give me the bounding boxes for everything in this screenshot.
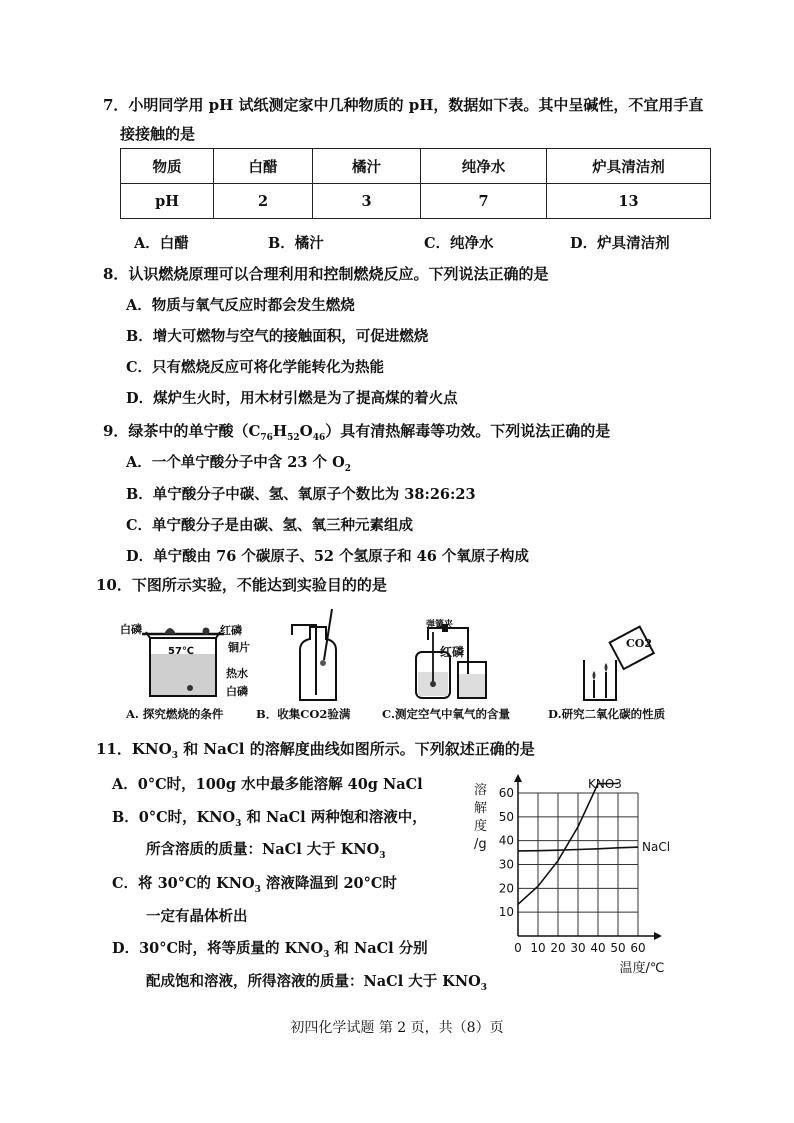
x-tick-label: 30 — [570, 941, 586, 955]
caption-c: C.测定空气中氧气的含量 — [382, 707, 510, 721]
y-axis-label-char: 度 — [474, 819, 488, 834]
x-tick-label: 0 — [514, 941, 522, 955]
label-reshui: 热水 — [226, 667, 248, 680]
q11-option-c-line2: 一定有晶体析出 — [146, 908, 248, 925]
y-axis-label-char: 溶 — [474, 783, 488, 798]
caption-d: D.研究二氧化碳的性质 — [548, 707, 666, 721]
q7-option-d: D．炉具清洁剂 — [570, 235, 670, 252]
table-cell: 3 — [313, 184, 421, 219]
y-axis-label-char: /g — [474, 837, 487, 852]
ph-table — [120, 148, 711, 219]
x-tick-label: 40 — [590, 941, 606, 955]
apparatus-b-gas-bottle — [286, 605, 346, 705]
q8-stem: 8．认识燃烧原理可以合理利用和控制燃烧反应。下列说法正确的是 — [103, 265, 549, 283]
q10-stem: 10．下图所示实验，不能达到实验目的的是 — [96, 576, 387, 594]
label-hongling2: 红磷 — [440, 645, 465, 659]
white-phosphorus-top — [164, 628, 176, 634]
q8-option-c: C．只有燃烧反应可将化学能转化为热能 — [126, 359, 385, 376]
y-tick-label: 60 — [498, 786, 514, 800]
table-cell: 白醋 — [214, 149, 313, 184]
caption-b: B．收集CO2验满 — [256, 707, 351, 721]
q9-option-c: C．单宁酸分子是由碳、氢、氧三种元素组成 — [126, 517, 414, 534]
beaker-candles — [584, 660, 616, 700]
table-cell: 纯净水 — [421, 149, 547, 184]
x-axis-arrow — [654, 932, 662, 940]
white-phosphorus-bottom — [187, 685, 193, 691]
q7-option-a: A．白醋 — [134, 235, 189, 252]
gas-bottle — [300, 627, 336, 700]
series-label: NaCl — [642, 840, 670, 855]
svg-text:57℃: 57℃ — [168, 646, 195, 657]
y-tick-label: 40 — [498, 833, 514, 848]
y-tick-label: 50 — [498, 809, 514, 824]
q11-option-b-line1: B．0°C时，$KNO_3$ 和 NaCl 两种饱和溶液中， — [112, 809, 427, 829]
q11-option-b-line2: 所含溶质的质量：NaCl 大于 $KNO_3$ — [146, 841, 386, 861]
solubility-chart — [470, 772, 670, 982]
q9-option-d: D．单宁酸由 76 个碳原子、52 个氢原子和 46 个氧原子构成 — [126, 548, 529, 565]
page-footer: 初四化学试题 第 2 页，共（8）页 — [290, 1020, 504, 1036]
label-baiping2: 白磷 — [226, 685, 248, 698]
x-tick-label: 20 — [550, 941, 566, 955]
q7-option-b: B．橘汁 — [268, 235, 324, 252]
q7-stem-line2: 接接触的是 — [120, 125, 196, 143]
x-tick-label: 60 — [630, 941, 646, 955]
q9-option-b: B．单宁酸分子中碳、氢、氧原子个数比为 38:26:23 — [126, 486, 476, 503]
label-hongling: 红磷 — [220, 624, 242, 637]
y-axis-label-char: 解 — [474, 801, 488, 816]
y-axis-arrow — [514, 774, 522, 782]
table-cell: 橘汁 — [313, 149, 421, 184]
label-co2: CO2 — [626, 637, 652, 650]
table-cell: 2 — [214, 184, 313, 219]
q7-stem-line1: 7．小明同学用 pH 试纸测定家中几种物质的 pH，数据如下表。其中呈碱性，不宜用手直 — [103, 96, 704, 114]
table-row — [121, 184, 711, 219]
q11-option-c-line1: C．将 30°C的 $KNO_3$ 溶液降温到 20°C时 — [112, 875, 397, 895]
y-tick-label: 10 — [498, 905, 514, 920]
q9-stem: 9．绿茶中的单宁酸$(C_{76}H_{52}O_{46})$具有清热解毒等功效。下列说法正确的是 — [103, 422, 611, 443]
table-cell: 炉具清洁剂 — [547, 149, 711, 184]
series-line-kno3 — [518, 784, 618, 905]
table-header-row — [121, 149, 711, 184]
caption-a: A. 探究燃烧的条件 — [126, 707, 224, 721]
label-tongpian: 铜片 — [228, 641, 250, 654]
x-tick-label: 10 — [530, 941, 546, 955]
table-cell: pH — [121, 184, 214, 219]
x-axis-label: 温度/℃ — [619, 961, 665, 976]
q11-option-d-line1: D．30°C时，将等质量的 $KNO_3$ 和 NaCl 分别 — [112, 940, 428, 960]
y-tick-label: 20 — [498, 881, 514, 896]
q8-option-b: B．增大可燃物与空气的接触面积，可促进燃烧 — [126, 328, 429, 345]
delivery-tube — [292, 625, 316, 695]
q11-option-d-line2: 配成饱和溶液，所得溶液的质量：NaCl 大于 $KNO_3$ — [146, 973, 488, 993]
x-tick-label: 50 — [610, 941, 626, 955]
hot-water — [151, 654, 215, 695]
q9-option-a: A．一个单宁酸分子中含 23 个 $O_2$ — [126, 454, 351, 474]
table-cell: 7 — [421, 184, 547, 219]
q8-option-a: A．物质与氧气反应时都会发生燃烧 — [126, 297, 355, 314]
y-tick-label: 30 — [498, 857, 514, 872]
label-tanhuangjia: 弹簧夹 — [426, 620, 454, 630]
q7-option-c: C．纯净水 — [424, 235, 494, 252]
q11-option-a: A．0°C时，100g 水中最多能溶解 40g NaCl — [112, 776, 423, 793]
table-cell: 物质 — [121, 149, 214, 184]
label-baiping: 白磷 — [120, 623, 142, 636]
table-cell: 13 — [547, 184, 711, 219]
q11-stem: 11．$KNO_3$ 和 NaCl 的溶解度曲线如图所示。下列叙述正确的是 — [96, 740, 535, 761]
series-label: KNO3 — [588, 777, 622, 791]
red-phosphorus-spoon — [430, 681, 436, 687]
apparatus-d-co2-property — [576, 620, 656, 704]
red-phosphorus — [203, 628, 210, 635]
q8-option-d: D．煤炉生火时，用木材引燃是为了提高煤的着火点 — [126, 390, 458, 407]
